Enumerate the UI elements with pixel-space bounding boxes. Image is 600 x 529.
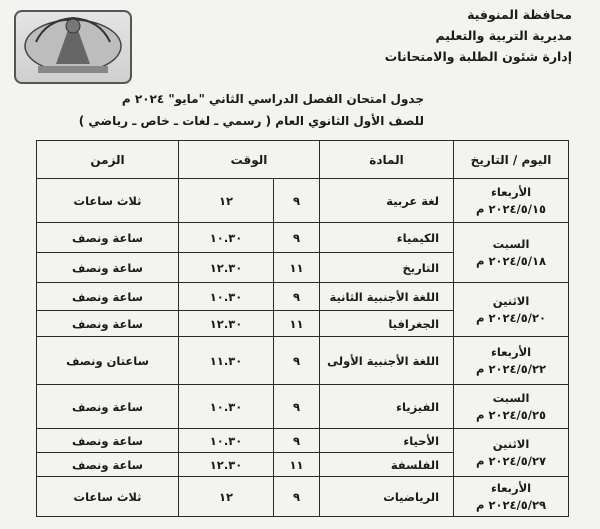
issuer-header — [385, 4, 572, 67]
start-time-cell: ٩ — [274, 223, 320, 253]
day-name: السبت — [492, 236, 530, 251]
exam-date: ٢٠٢٤/٥/١٨ م — [476, 253, 546, 268]
end-time-cell: ١٢ — [179, 477, 274, 517]
header-day-date: اليوم / التاريخ — [454, 141, 569, 179]
end-time-cell: ١٠.٣٠ — [179, 223, 274, 253]
start-time-cell: ١١ — [274, 311, 320, 337]
table-row — [37, 223, 569, 253]
subject-cell: الفلسفة — [320, 453, 454, 477]
day-date-cell — [454, 385, 569, 429]
duration-cell: ساعة ونصف — [37, 311, 179, 337]
table-row — [37, 429, 569, 453]
start-time-cell: ٩ — [274, 283, 320, 311]
day-date-cell — [454, 223, 569, 283]
exam-date: ٢٠٢٤/٥/٢٢ م — [476, 361, 546, 376]
end-time-cell: ١٠.٣٠ — [179, 429, 274, 453]
day-name: الأربعاء — [490, 480, 532, 495]
duration-cell: ساعة ونصف — [37, 283, 179, 311]
ministry-logo — [14, 10, 132, 84]
duration-cell: ثلاث ساعات — [37, 179, 179, 223]
duration-cell: ساعة ونصف — [37, 253, 179, 283]
day-name: الأربعاء — [490, 344, 532, 359]
exam-date: ٢٠٢٤/٥/٢٩ م — [476, 497, 546, 512]
exam-date: ٢٠٢٤/٥/٢٠ م — [476, 310, 546, 325]
start-time-cell: ٩ — [274, 385, 320, 429]
subject-cell: اللغة الأجنبية الثانية — [320, 283, 454, 311]
department-name: إدارة شئون الطلبة والامتحانات — [384, 49, 572, 64]
table-row — [37, 477, 569, 517]
header-duration: الزمن — [37, 141, 179, 179]
duration-cell: ثلاث ساعات — [37, 477, 179, 517]
exam-schedule-table — [36, 140, 569, 517]
day-date-cell — [454, 283, 569, 337]
duration-cell: ساعة ونصف — [37, 453, 179, 477]
end-time-cell: ١٠.٣٠ — [179, 283, 274, 311]
header-time: الوقت — [179, 141, 320, 179]
subject-cell: الرياضيات — [320, 477, 454, 517]
exam-date: ٢٠٢٤/٥/١٥ م — [476, 201, 546, 216]
table-header-row — [37, 141, 569, 179]
start-time-cell: ١١ — [274, 453, 320, 477]
start-time-cell: ٩ — [274, 429, 320, 453]
exam-date: ٢٠٢٤/٥/٢٥ م — [476, 407, 546, 422]
day-date-cell — [454, 477, 569, 517]
table-row — [37, 283, 569, 311]
start-time-cell: ٩ — [274, 179, 320, 223]
end-time-cell: ١٢ — [179, 179, 274, 223]
header-subject: المادة — [320, 141, 454, 179]
subject-cell: الفيزياء — [320, 385, 454, 429]
day-name: الأربعاء — [490, 184, 532, 199]
duration-cell: ساعتان ونصف — [37, 337, 179, 385]
subject-cell: التاريخ — [320, 253, 454, 283]
table-row — [37, 385, 569, 429]
end-time-cell: ١١.٣٠ — [179, 337, 274, 385]
duration-cell: ساعة ونصف — [37, 429, 179, 453]
subject-cell: الكيمياء — [320, 223, 454, 253]
end-time-cell: ١٢.٣٠ — [179, 453, 274, 477]
end-time-cell: ١٢.٣٠ — [179, 253, 274, 283]
subject-cell: اللغة الأجنبية الأولى — [320, 337, 454, 385]
day-date-cell — [454, 179, 569, 223]
directorate-name: مديرية التربية والتعليم — [435, 28, 572, 43]
subject-cell: لغة عربية — [320, 179, 454, 223]
day-name: الاثنين — [492, 293, 530, 308]
start-time-cell: ٩ — [274, 477, 320, 517]
table-row — [37, 337, 569, 385]
schedule-subtitle: للصف الأول الثانوي العام ( رسمي ـ لغات ـ خاص ـ رياضي ) — [78, 114, 424, 128]
end-time-cell: ١٢.٣٠ — [179, 311, 274, 337]
table-row — [37, 179, 569, 223]
day-name: السبت — [492, 390, 530, 405]
subject-cell: الأحياء — [320, 429, 454, 453]
day-date-cell — [454, 429, 569, 477]
end-time-cell: ١٠.٣٠ — [179, 385, 274, 429]
duration-cell: ساعة ونصف — [37, 223, 179, 253]
start-time-cell: ٩ — [274, 337, 320, 385]
duration-cell: ساعة ونصف — [37, 385, 179, 429]
day-date-cell — [454, 337, 569, 385]
subject-cell: الجغرافيا — [320, 311, 454, 337]
exam-date: ٢٠٢٤/٥/٢٧ م — [476, 453, 546, 468]
governorate-name: محافظة المنوفية — [467, 7, 572, 22]
day-name: الاثنين — [492, 436, 530, 451]
start-time-cell: ١١ — [274, 253, 320, 283]
schedule-title: جدول امتحان الفصل الدراسي الثاني "مايو" ٢٠٢٤ م — [121, 92, 424, 106]
